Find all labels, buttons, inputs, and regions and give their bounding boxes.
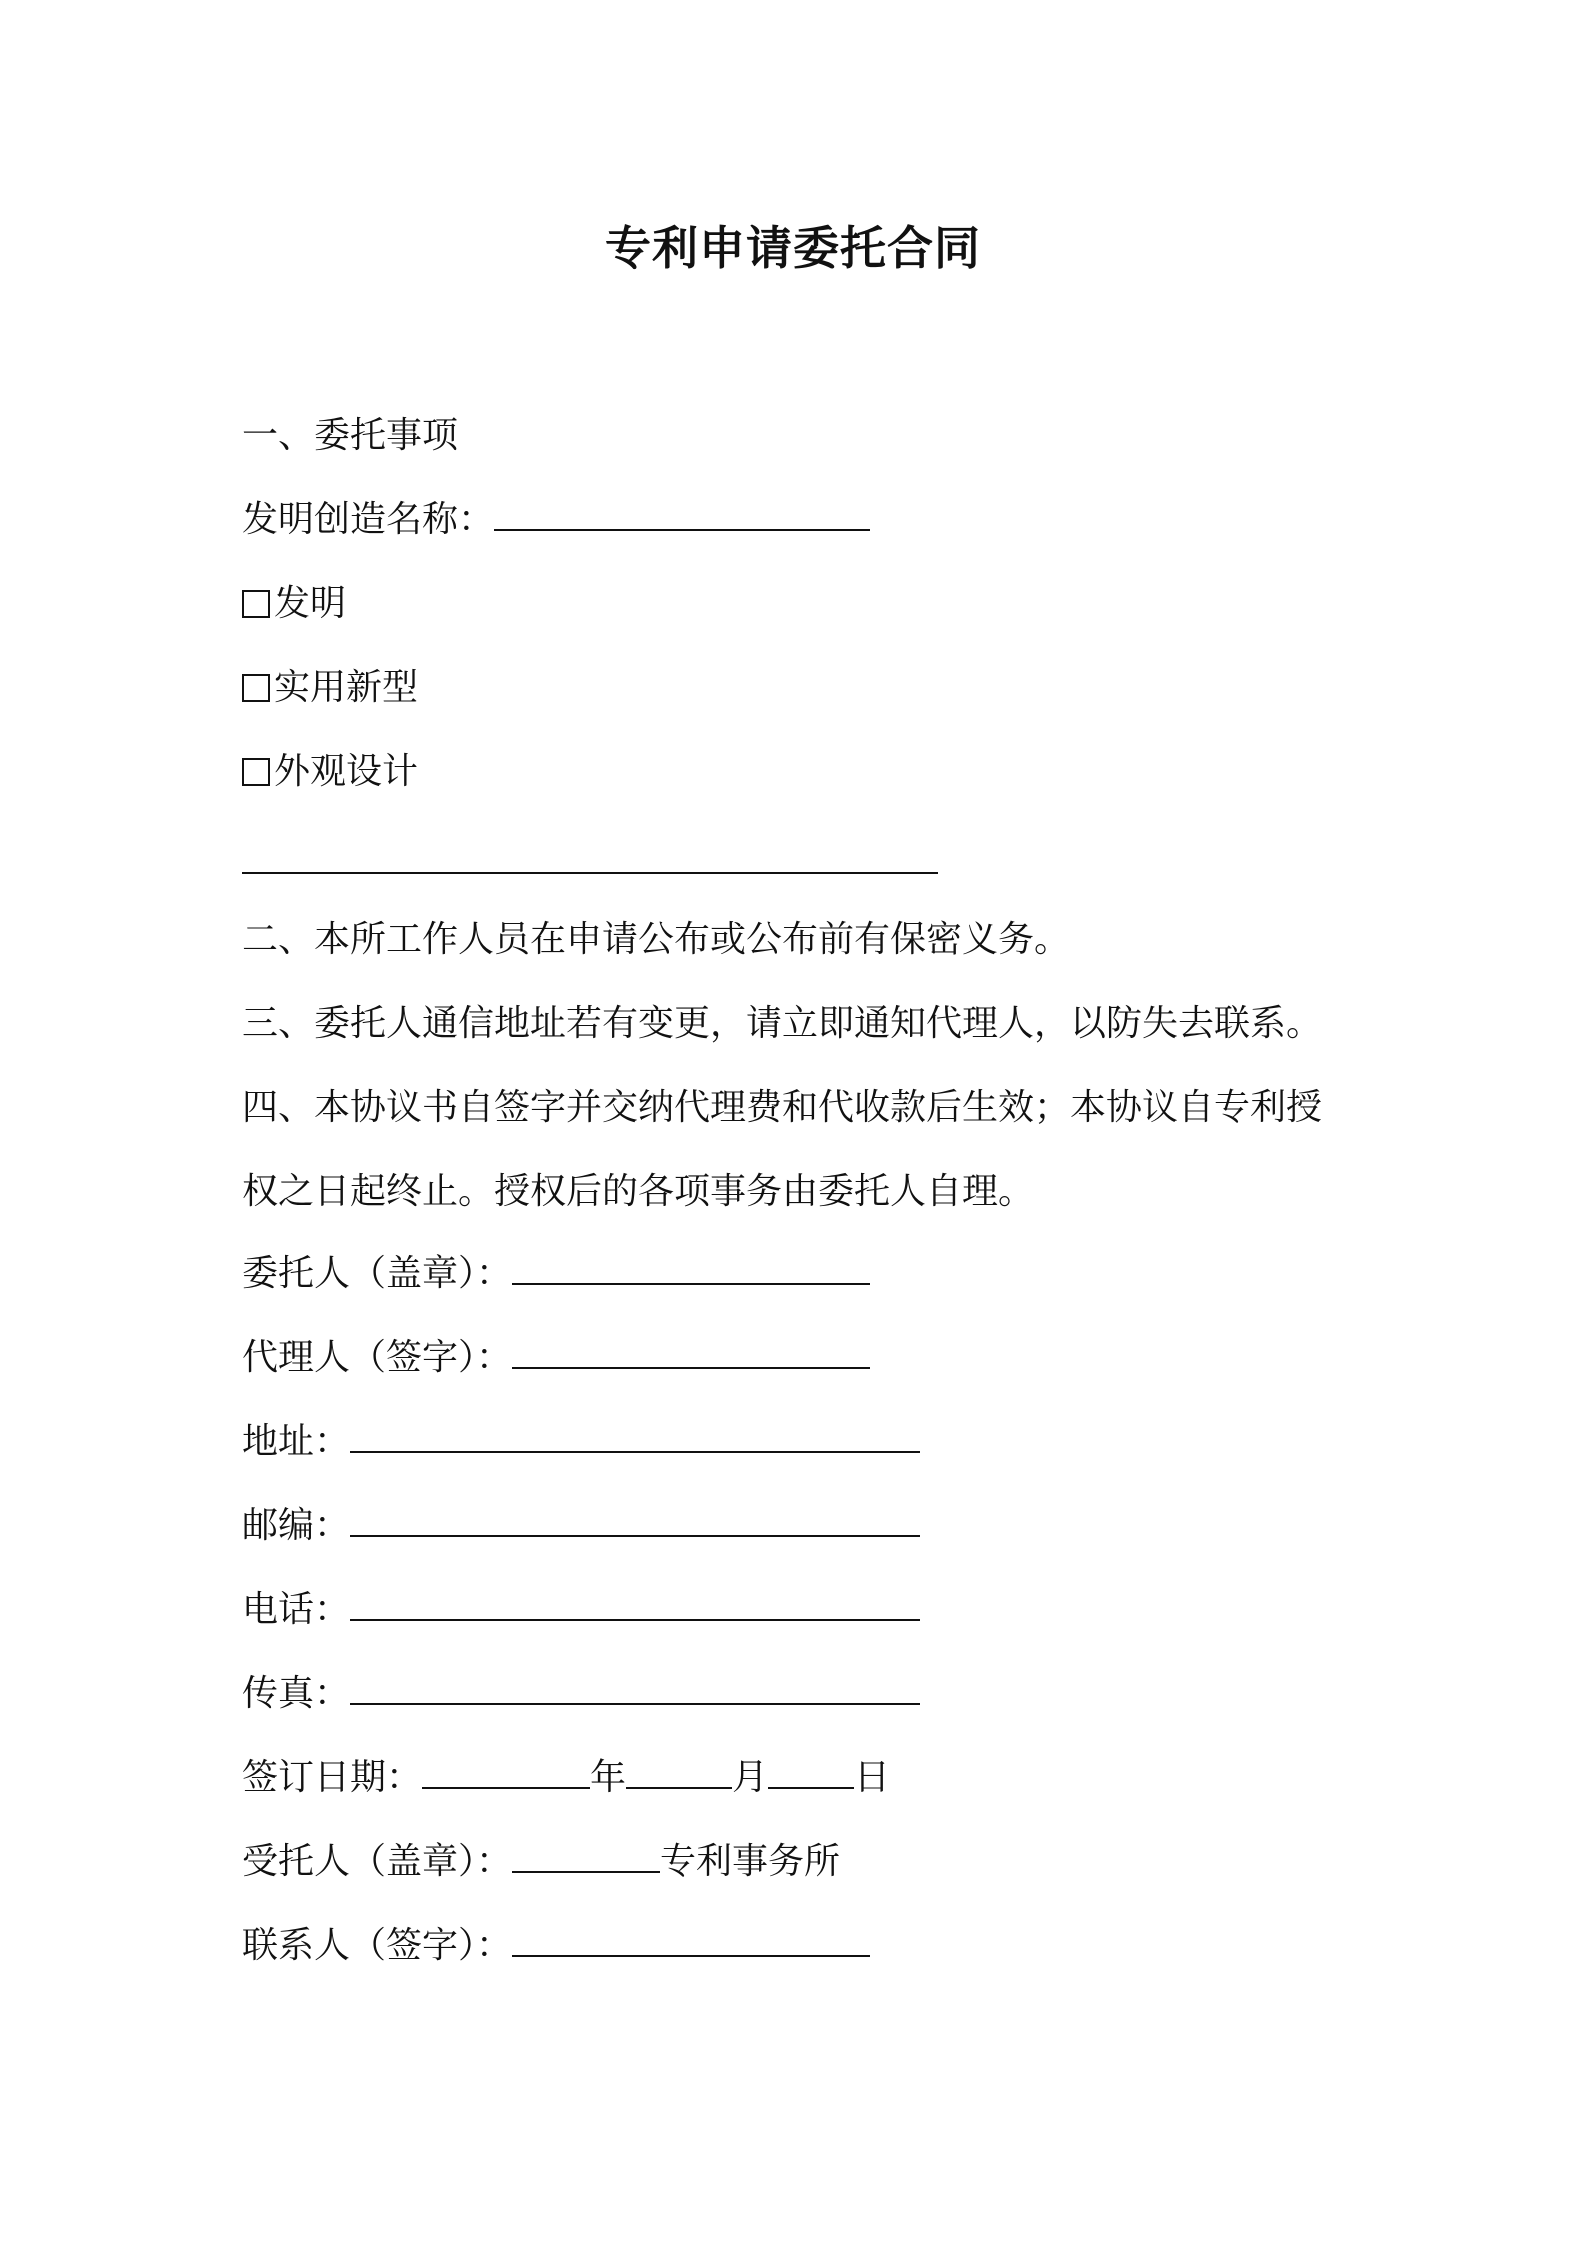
postcode-row	[242, 1502, 920, 1550]
agent-sign-label: 代理人（签字）：	[242, 1337, 513, 1378]
invention-name-row	[242, 496, 870, 544]
day-label: 日	[854, 1757, 891, 1798]
clause-4-line-2: 权之日起终止。授权后的各项事务由委托人自理。	[242, 1171, 1035, 1212]
clause-2: 二、本所工作人员在申请公布或公布前有保密义务。	[242, 919, 1071, 960]
sign-date-label: 签订日期：	[242, 1757, 423, 1798]
trustee-seal-blank[interactable]	[512, 1841, 660, 1873]
postcode-blank[interactable]	[350, 1505, 920, 1537]
contact-sign-row	[242, 1922, 870, 1970]
postcode-label: 邮编：	[242, 1505, 351, 1546]
phone-label: 电话：	[242, 1589, 351, 1630]
option-design[interactable]	[242, 748, 418, 796]
section1-heading: 一、委托事项	[242, 415, 459, 456]
contact-sign-blank[interactable]	[512, 1925, 870, 1957]
option-label: 发明	[274, 583, 347, 624]
address-blank[interactable]	[350, 1421, 920, 1453]
day-blank[interactable]	[768, 1757, 854, 1789]
trustee-seal-label: 受托人（盖章）：	[242, 1841, 513, 1882]
client-seal-row	[242, 1250, 870, 1298]
agent-sign-row	[242, 1334, 870, 1382]
month-blank[interactable]	[626, 1757, 732, 1789]
trustee-seal-suffix: 专利事务所	[660, 1841, 841, 1882]
checkbox-icon[interactable]	[242, 674, 270, 702]
address-row	[242, 1418, 920, 1466]
option-label: 外观设计	[274, 751, 419, 792]
agent-sign-blank[interactable]	[512, 1337, 870, 1369]
contact-sign-label: 联系人（签字）：	[242, 1925, 513, 1966]
address-label: 地址：	[242, 1421, 351, 1462]
sign-date-row	[242, 1754, 890, 1802]
invention-name-label: 发明创造名称：	[242, 499, 495, 540]
section-divider-blank	[242, 872, 938, 874]
clause-4-line-1: 四、本协议书自签字并交纳代理费和代收款后生效；本协议自专利授	[242, 1087, 1323, 1128]
document-title: 专利申请委托合同	[605, 221, 981, 275]
client-seal-blank[interactable]	[512, 1253, 870, 1285]
phone-row	[242, 1586, 920, 1634]
option-utility-model[interactable]	[242, 664, 418, 712]
trustee-seal-row	[242, 1838, 840, 1886]
fax-row	[242, 1670, 920, 1718]
month-label: 月	[732, 1757, 769, 1798]
client-seal-label: 委托人（盖章）：	[242, 1253, 513, 1294]
invention-name-blank[interactable]	[494, 499, 870, 531]
clause-3: 三、委托人通信地址若有变更，请立即通知代理人，以防失去联系。	[242, 1003, 1323, 1044]
checkbox-icon[interactable]	[242, 590, 270, 618]
checkbox-icon[interactable]	[242, 758, 270, 786]
fax-label: 传真：	[242, 1673, 351, 1714]
year-label: 年	[590, 1757, 627, 1798]
phone-blank[interactable]	[350, 1589, 920, 1621]
option-label: 实用新型	[274, 667, 419, 708]
fax-blank[interactable]	[350, 1673, 920, 1705]
year-blank[interactable]	[422, 1757, 590, 1789]
option-invention[interactable]	[242, 580, 346, 628]
